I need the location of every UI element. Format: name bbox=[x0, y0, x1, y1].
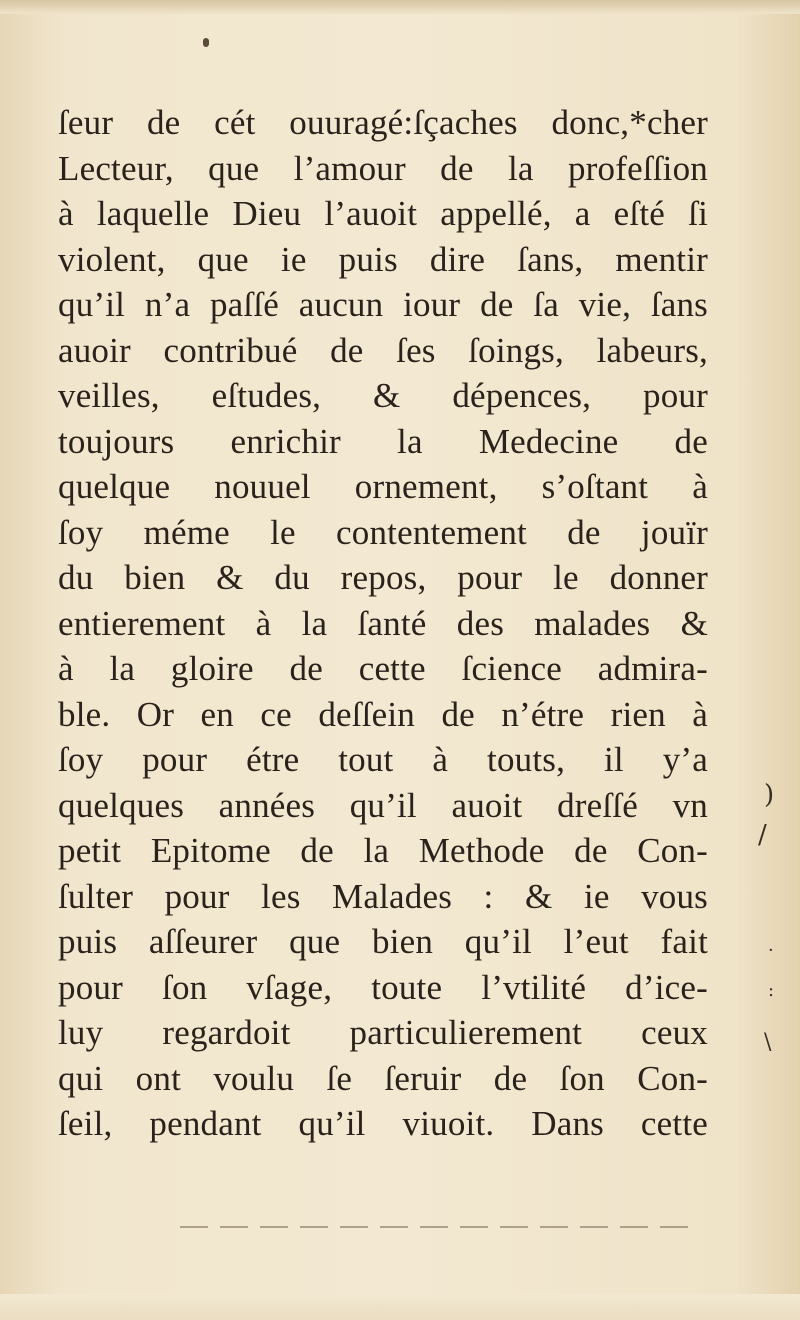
text-line: veilles, eſtudes, & dépences, pour bbox=[58, 376, 708, 415]
text-line: petit Epitome de la Methode de Con- bbox=[58, 831, 708, 870]
text-line: auoir contribué de ſes ſoings, labeurs, bbox=[58, 330, 708, 370]
text-line: qui ont voulu ſe ſeruir de ſon Con- bbox=[58, 1058, 708, 1098]
text-line: à laquelle Dieu l’auoit appellé, a eſté ſi bbox=[58, 194, 708, 233]
text-line: pour ſon vſage, toute l’vtilité d’ice- bbox=[58, 967, 708, 1007]
text-line: ble. Or en ce deſſein de n’étre rien à bbox=[58, 694, 708, 734]
text-line: ſulter pour les Malades : & ie vous bbox=[58, 876, 708, 916]
text-line: ſeil, pendant qu’il viuoit. Dans cette bbox=[58, 1104, 708, 1143]
text-line: quelques années qu’il auoit dreſſé vn bbox=[58, 785, 708, 825]
page-bottom-edge bbox=[0, 1294, 800, 1320]
margin-annotation-marks: ) / · : \ bbox=[758, 780, 775, 1055]
text-line: toujours enrichir la Medecine de bbox=[58, 421, 708, 461]
ink-spot bbox=[203, 38, 209, 47]
page-top-edge bbox=[0, 0, 800, 14]
text-line: entierement à la ſanté des malades & bbox=[58, 603, 708, 643]
text-line: à la gloire de cette ſcience admira- bbox=[58, 649, 708, 688]
text-line: qu’il n’a paſſé aucun iour de ſa vie, ſans bbox=[58, 285, 708, 324]
page-text bbox=[58, 100, 708, 1147]
text-line: du bien & du repos, pour le donner bbox=[58, 558, 708, 597]
text-line: puis aſſeurer que bien qu’il l’eut fait bbox=[58, 922, 708, 961]
text-line: ſoy méme le contentement de jouïr bbox=[58, 512, 708, 552]
text-line: luy regardoit particulierement ceux bbox=[58, 1013, 708, 1052]
text-line: Lecteur, que l’amour de la profeſſion bbox=[58, 148, 708, 188]
text-line: ſeur de cét ouuragé:ſçaches donc,*cher bbox=[58, 103, 708, 142]
bottom-rule-mark bbox=[180, 1226, 700, 1228]
text-line: ſoy pour étre tout à touts, il y’a bbox=[58, 740, 708, 779]
text-line: violent, que ie puis dire ſans, mentir bbox=[58, 239, 708, 279]
text-line: quelque nouuel ornement, s’oſtant à bbox=[58, 467, 708, 506]
